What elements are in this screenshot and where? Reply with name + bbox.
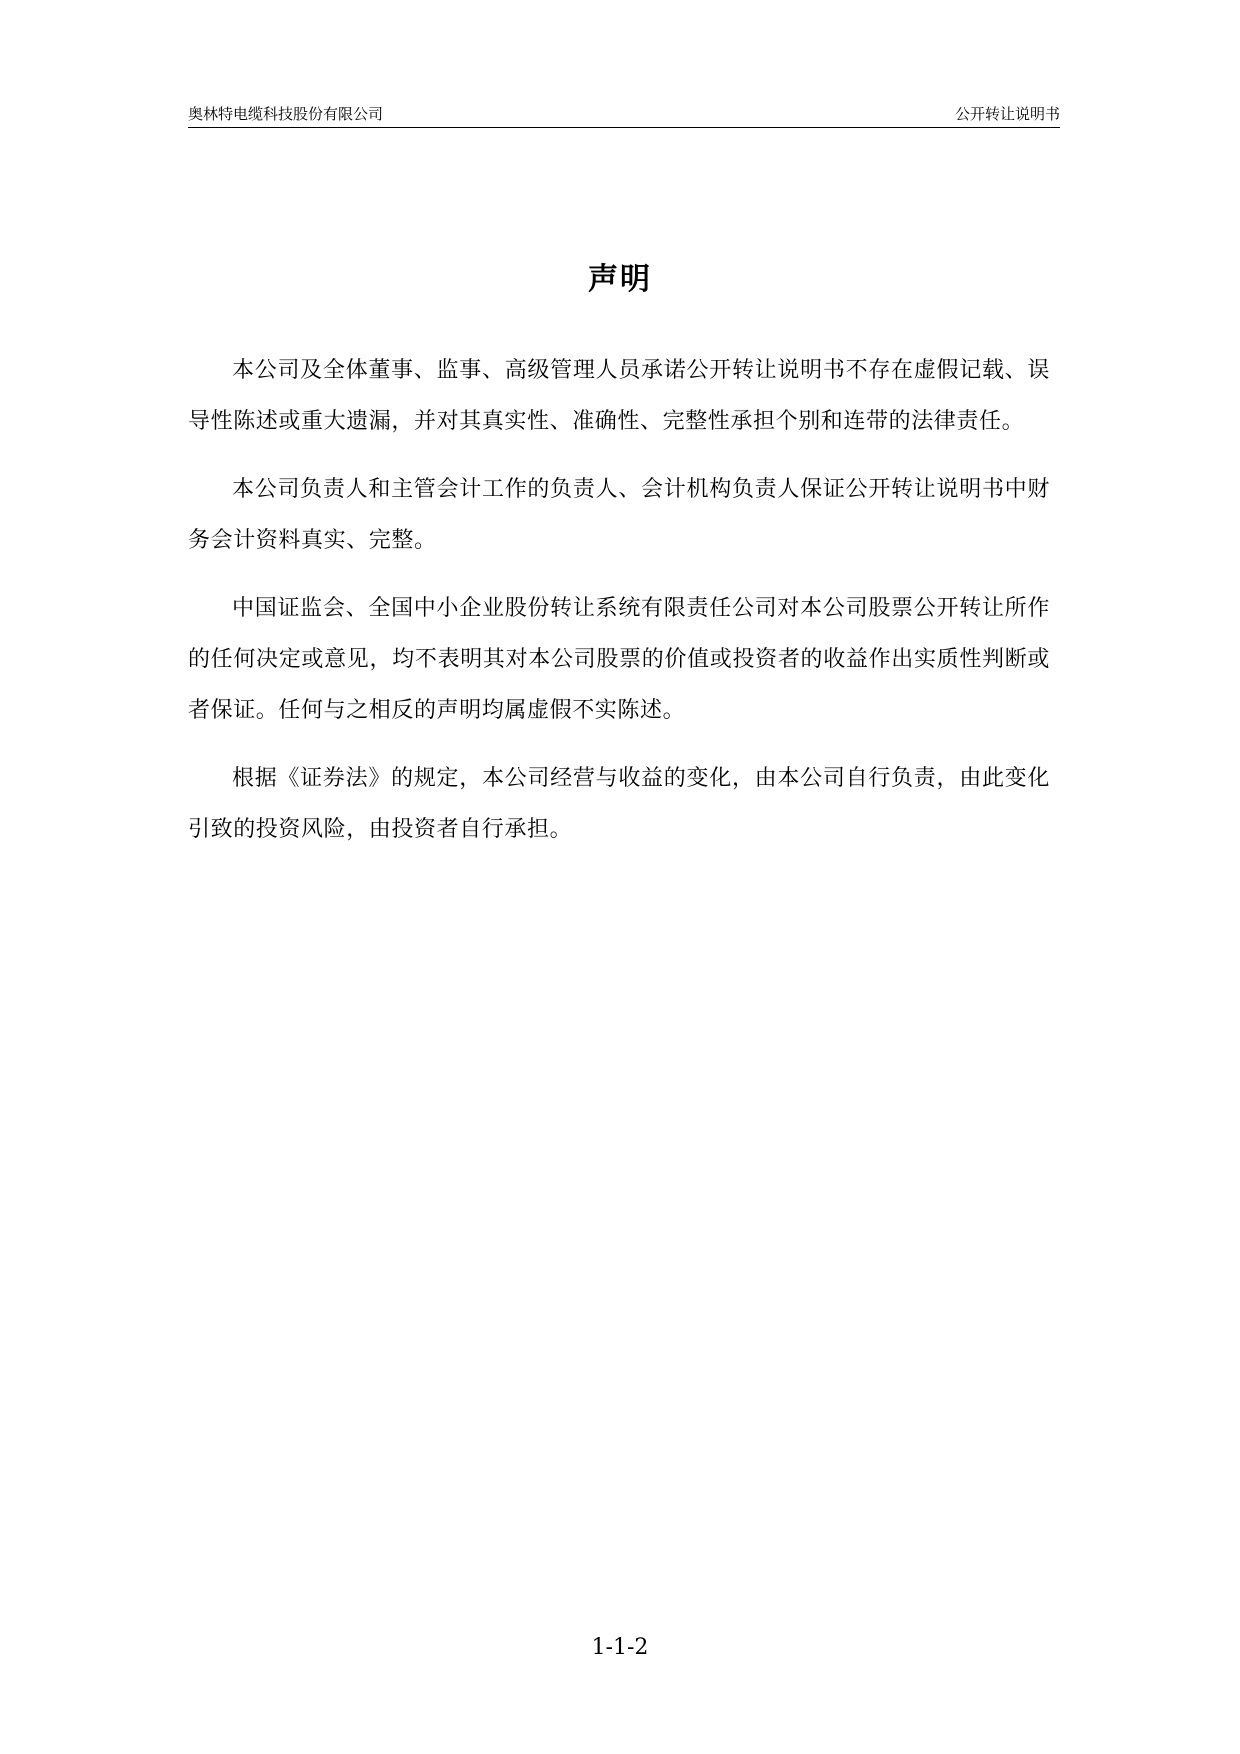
page-title: 声明 [588, 262, 652, 297]
page-number: 1-1-2 [591, 1635, 649, 1660]
declaration-paragraph-2: 本公司负责人和主管会计工作的负责人、会计机构负责人保证公开转让说明书中财务会计资料真实、完整。 [188, 477, 1050, 553]
declaration-body [188, 345, 1050, 872]
page-header [188, 103, 1060, 128]
declaration-paragraph-4: 根据《证券法》的规定，本公司经营与收益的变化，由本公司自行负责，由此变化引致的投资风险，由投资者自行承担。 [188, 766, 1050, 842]
declaration-paragraph-1: 本公司及全体董事、监事、高级管理人员承诺公开转让说明书不存在虚假记载、误导性陈述或重大遗漏，并对其真实性、准确性、完整性承担个别和连带的法律责任。 [188, 358, 1050, 434]
declaration-paragraph-3: 中国证监会、全国中小企业股份转让系统有限责任公司对本公司股票公开转让所作的任何决定或意见，均不表明其对本公司股票的价值或投资者的收益作出实质性判断或者保证。任何与之相反的声明均属虚假不实陈述。 [188, 596, 1050, 723]
header-document-type: 公开转让说明书 [954, 105, 1060, 123]
header-company-name: 奥林特电缆科技股份有限公司 [188, 105, 384, 123]
